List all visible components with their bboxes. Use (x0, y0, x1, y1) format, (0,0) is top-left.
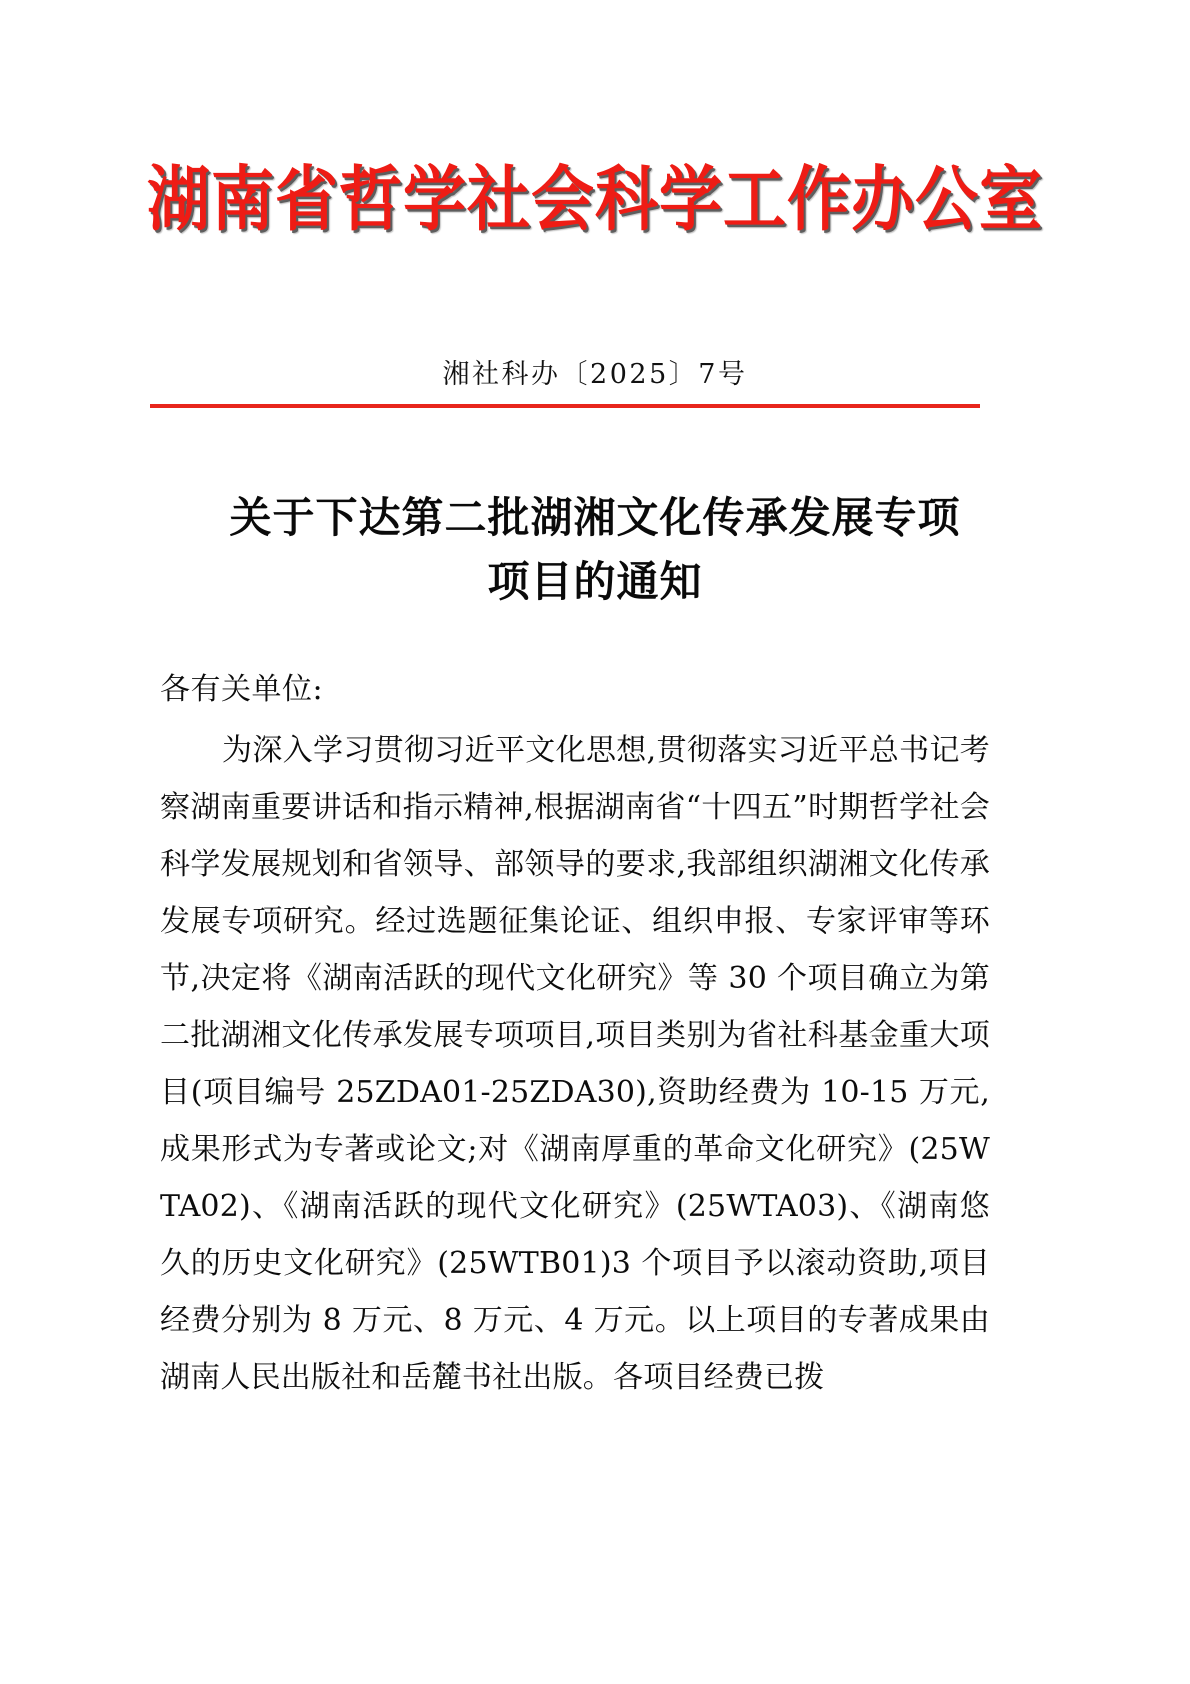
page-title (175, 486, 1015, 614)
salutation: 各有关单位: (160, 672, 324, 707)
document-body (160, 664, 990, 1406)
document-number: 湘社科办〔2025〕7号 (442, 359, 748, 390)
document-number-row (0, 352, 1190, 391)
masthead (0, 157, 1190, 241)
body-paragraph: 为深入学习贯彻习近平文化思想,贯彻落实习近平总书记考察湖南重要讲话和指示精神,根据湖南省“十四五”时期哲学社会科学发展规划和省领导、部领导的要求,我部组织湖湘文化传承发展专项研究。经过选题征集论证、组织申报、专家评审等环节,决定将《湖南活跃的现代文化研究》等 30 个项目确立为第二批湖湘文化传承发展专项项目,项目类别为省社科基金重大项目(项目编号 25ZDA01-25ZDA30),资助经费为 10-15 万元,成果形式为专著或论文;对《湖南厚重的革命文化研究》(25WTA02)、《湖南活跃的现代文化研究》(25WTA03)、《湖南悠久的历史文化研究》(25WTB01)3 个项目予以滚动资助,项目经费分别为 8 万元、8 万元、4 万元。以上项目的专著成果由湖南人民出版社和岳麓书社出版。各项目经费已拨 (160, 733, 990, 1395)
page-title-line-2: 项目的通知 (487, 557, 703, 606)
issuer-header-title: 湖南省哲学社会科学工作办公室 (147, 157, 1043, 241)
red-separator-rule (150, 404, 980, 408)
page-title-line-1: 关于下达第二批湖湘文化传承发展专项 (229, 493, 961, 542)
